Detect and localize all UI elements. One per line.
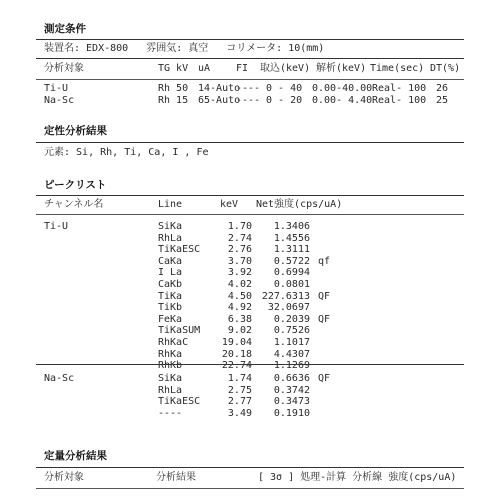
header-kev: keV [220,199,239,210]
row-tg-kv: Rh 15 [158,95,189,106]
row-dt: 26 [436,83,449,94]
peak-line: CaKa [158,255,183,267]
peak-kev: 3.49 [227,407,252,419]
divider [36,39,464,40]
row-target: Ti-U [44,83,69,94]
header-tg-kv: TG kV [158,63,189,74]
instrument-line: 装置名: EDX-800 雰囲気: 真空 コリメータ: 10(mm) [44,43,325,54]
row-acq: 0 - 20 [266,95,303,106]
peak-kev: 1.70 [227,221,252,232]
peak-line: SiKa [158,221,183,232]
divider [36,364,464,365]
peak-kev: 3.70 [227,255,252,267]
peak-line: ---- [158,407,183,419]
peak-net: 1.4556 [273,232,310,244]
divider [36,467,464,468]
header-analysis: 解析(keV) [316,63,367,74]
peak-kev: 2.76 [227,244,252,256]
row-analysis: 0.00-40.00 [312,83,373,94]
peak-line: TiKaESC [158,244,201,256]
peak-net: 0.0801 [273,279,310,290]
header-dt: DT(%) [430,63,461,74]
channel-name: Ti-U [44,221,69,232]
qualitative-heading: 定性分析結果 [44,125,107,137]
header-channel: チャンネル名 [44,199,104,210]
peaks-heading: ピークリスト [44,179,107,191]
divider [36,142,464,143]
peak-net: 0.1910 [273,407,310,419]
row-ua: 65-Auto [198,95,241,106]
header-line: Line [158,199,183,210]
row-target: Na-Sc [44,95,75,106]
peak-net: 0.2039 [273,313,310,325]
header-target: 分析対象 [44,472,84,483]
row-fi: ---- [236,95,261,106]
peak-kev: 20.18 [221,348,252,360]
peak-line: RhLa [158,384,183,396]
header-result: 分析結果 [156,472,196,483]
peak-kev: 19.04 [221,337,252,348]
peak-net: 0.3742 [273,384,310,396]
peak-kev: 6.38 [227,313,252,325]
peak-kev: 2.74 [227,232,252,244]
header-net: Net強度(cps/uA) [256,199,343,210]
header-acq: 取込(keV) [260,63,311,74]
peak-kev: 2.77 [227,396,252,408]
peak-line: RhLa [158,232,183,244]
peak-kev: 4.02 [227,279,252,290]
header-processing: [ 3σ ] 処理-計算 分析線 強度(cps/uA) [258,472,457,483]
peak-kev: 1.74 [227,373,252,384]
divider [36,488,464,489]
row-tg-kv: Rh 50 [158,83,189,94]
header-time: Time(sec) [370,63,425,74]
peak-net: 0.6994 [273,267,310,279]
peak-flag: QF [318,313,331,325]
row-analysis: 0.00- 4.40 [312,95,373,106]
peak-net: 1.1017 [273,337,310,348]
peak-flag: QF [318,290,331,302]
peak-net: 4.4307 [273,348,310,360]
peak-kev: 4.92 [227,302,252,314]
peak-net: 1.3406 [273,221,310,232]
peak-line: I La [158,267,183,279]
row-fi: ---- [236,83,261,94]
conditions-heading: 測定条件 [44,23,86,35]
peak-net: 0.6636 [273,373,310,384]
elements-line: 元素: Si, Rh, Ti, Ca, I , Fe [44,147,209,158]
peak-line: SiKa [158,373,183,384]
peak-net: 32.0697 [267,302,310,314]
peak-net: 0.5722 [273,255,310,267]
peak-kev: 2.75 [227,384,252,396]
header-fi: FI [236,63,249,74]
peak-kev: 9.02 [227,325,252,337]
peak-line: FeKa [158,313,183,325]
divider [36,214,464,215]
peak-flag: qf [318,255,331,267]
peak-line: TiKb [158,302,183,314]
peak-net: 0.3473 [273,396,310,408]
peak-flag: QF [318,373,331,384]
row-time: Real- 100 [372,83,427,94]
peak-kev: 3.92 [227,267,252,279]
channel-name: Na-Sc [44,373,75,384]
peak-line: CaKb [158,279,183,290]
row-acq: 0 - 40 [266,83,303,94]
peak-net: 1.1269 [273,360,310,372]
header-ua: uA [198,63,211,74]
row-dt: 25 [436,95,449,106]
peak-kev: 4.50 [227,290,252,302]
peak-kev: 22.74 [221,360,252,372]
divider [36,195,464,196]
peak-line: TiKaESC [158,396,201,408]
divider [36,79,464,80]
peak-line: RhKaC [158,337,189,348]
divider [36,58,464,59]
header-target: 分析対象 [44,63,84,74]
peak-net: 227.6313 [261,290,310,302]
row-ua: 14-Auto [198,83,241,94]
peak-line: TiKaSUM [158,325,201,337]
peak-net: 0.7526 [273,325,310,337]
peak-line: RhKa [158,348,183,360]
quantitative-heading: 定量分析結果 [44,450,107,462]
peak-line: RhKb [158,360,183,372]
row-time: Real- 100 [372,95,427,106]
peak-net: 1.3111 [273,244,310,256]
peak-line: TiKa [158,290,183,302]
